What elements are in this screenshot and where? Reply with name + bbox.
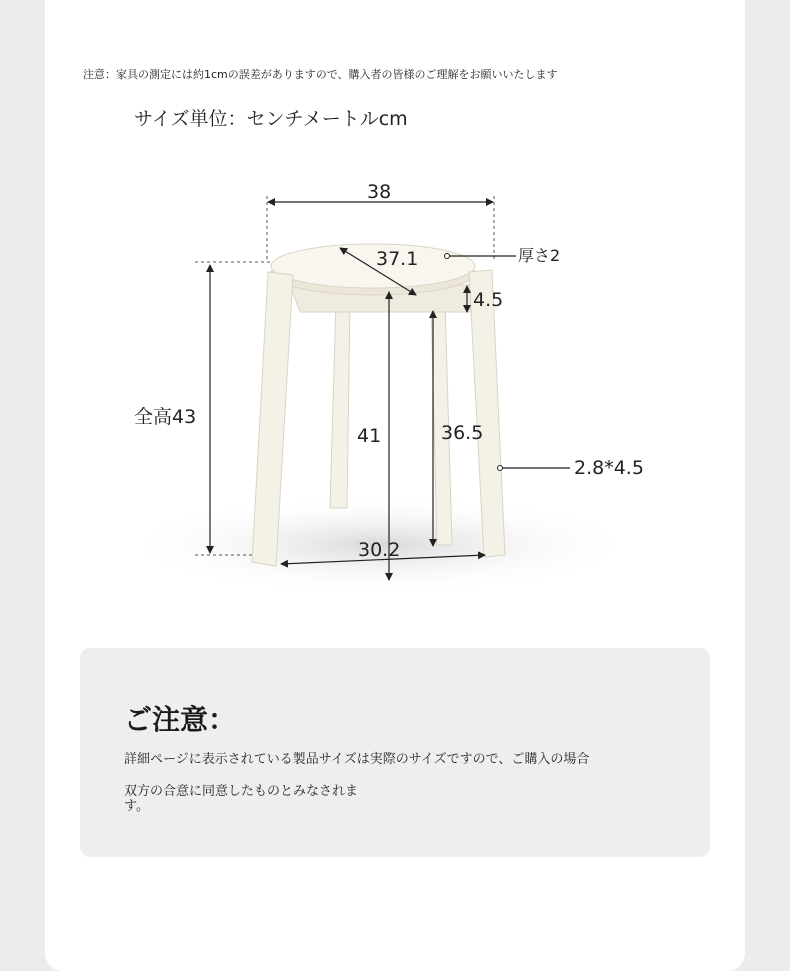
dim-leg-inner-height: 36.5 — [441, 422, 484, 444]
notice-box — [80, 648, 710, 857]
notice-title: ご注意： — [124, 703, 237, 736]
dim-seat-diameter: 37.1 — [376, 248, 419, 270]
back-leg-left — [330, 300, 350, 508]
dim-leg-section: 2.8*4.5 — [574, 457, 644, 479]
notice-body-line2: 双方の合意に同意したものとみなされます。 — [124, 784, 359, 814]
notice-body-line1: 詳細ページに表示されている製品サイズは実際のサイズですので、ご購入の場合 — [124, 752, 590, 767]
dim-seat-height: 41 — [357, 425, 382, 447]
dim-total-height: 全高43 — [134, 406, 197, 428]
dim-bottom-span: 30.2 — [358, 539, 401, 561]
size-unit-label: サイズ単位：センチメートルcm — [134, 108, 408, 130]
leader-dot-thickness — [445, 254, 450, 259]
dim-thickness: 厚さ2 — [518, 246, 561, 265]
dim-width-top: 38 — [367, 181, 392, 203]
dim-apron-height: 4.5 — [473, 289, 504, 311]
measurement-note: 注意：家具の測定には約1cmの誤差がありますので、購入者の皆様のご理解をお願いいたします — [83, 68, 558, 81]
seat-top — [271, 244, 475, 288]
leader-dot-leg — [498, 466, 503, 471]
